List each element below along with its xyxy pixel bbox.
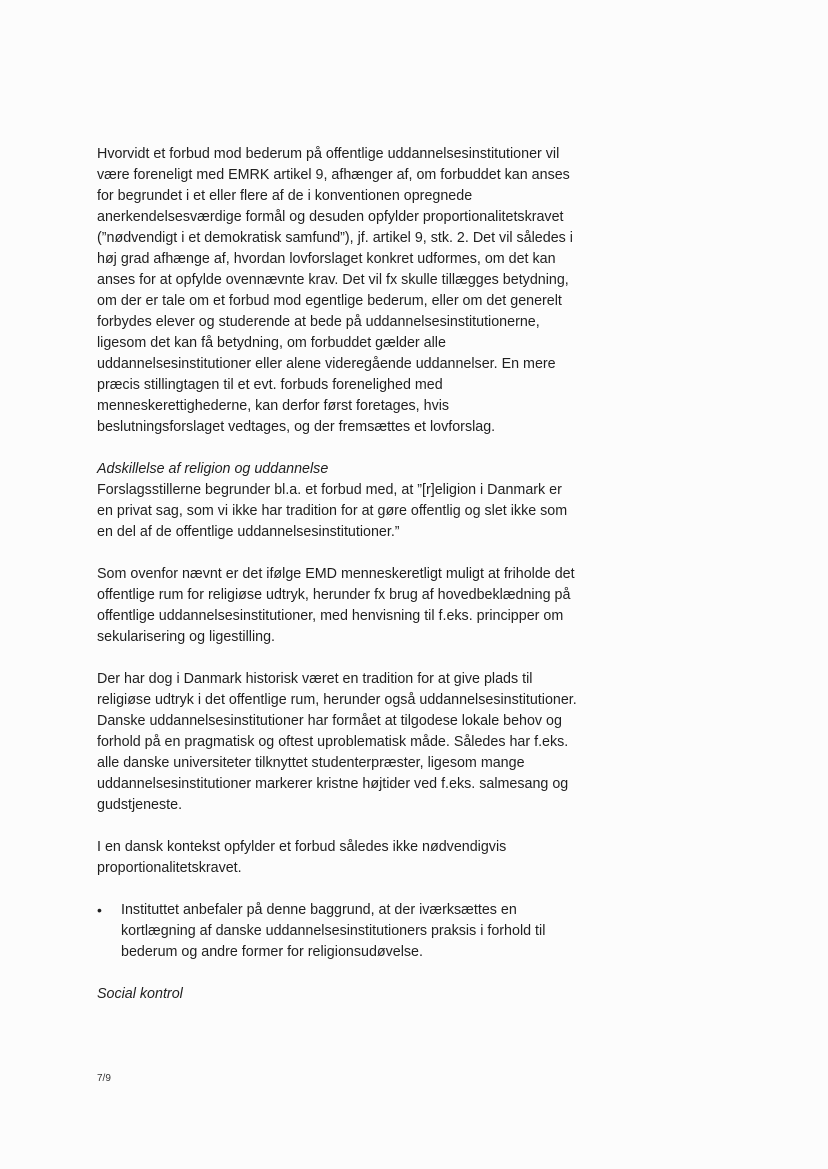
paragraph-spacer: [97, 963, 577, 984]
section-heading-social-control: Social kontrol: [97, 986, 183, 1002]
document-body: [97, 144, 577, 1005]
paragraph-spacer: [97, 543, 577, 564]
paragraph-spacer: [97, 816, 577, 837]
bullet-marker: •: [97, 902, 102, 918]
paragraph-proportionality: I en dansk kontekst opfylder et forbud således ikke nødvendigvis proportionalitetskravet.: [97, 839, 507, 876]
paragraph-emd-public-space: Som ovenfor nævnt er det ifølge EMD menneskeretligt muligt at friholde det offentlige rum for religiøse udtryk, herunder fx brug af hovedbeklædning på offentlige uddannelsesinstitutioner, med henvisning til f.eks. principper om sekularisering og ligestilling.: [97, 566, 575, 645]
paragraph-danish-tradition: Der har dog i Danmark historisk været en tradition for at give plads til religiøse udtryk i det offentlige rum, herunder også uddannelsesinstitutioner. Danske uddannelsesinstitutioner har formået at tilgodese lokale behov og forhold på en pragmatisk og oftest uproblematisk måde. Således har f.eks. alle danske universiteter tilknyttet studenterpræster, ligesom mange uddannelsesinstitutioner markerer kristne højtider ved f.eks. salmesang og gudstjeneste.: [97, 671, 577, 813]
section-heading-separation: Adskillelse af religion og uddannelse: [97, 461, 329, 477]
page-number: 7/9: [97, 1073, 111, 1084]
paragraph-proposers-reasoning: Forslagsstillerne begrunder bl.a. et forbud med, at ”[r]eligion i Danmark er en privat sag, som vi ikke har tradition for at gøre offentlig og slet ikke som en del af de offentlige uddannelsesinstitutioner.”: [97, 482, 568, 540]
paragraph-spacer: [97, 648, 577, 669]
paragraph-emrk-article-9: Hvorvidt et forbud mod bederum på offentlige uddannelsesinstitutioner vil være foreneligt med EMRK artikel 9, afhænger af, om forbuddet kan anses for begrundet i et eller flere af de i konventionen opregnede anerkendelsesværdige formål og desuden opfylder proportionalitetskravet (”nødvendigt i et demokratisk samfund”), jf. artikel 9, stk. 2. Det vil således i høj grad afhænge af, hvordan lovforslaget konkret udformes, om det kan anses for at opfylde ovennævnte krav. Det vil fx skulle tillægges betydning, om der er tale om et forbud mod egentlige bederum, eller om det generelt forbydes elever og studerende at bede på uddannelsesinstitutionerne, ligesom det kan få betydning, om forbuddet gælder alle uddannelsesinstitutioner eller alene videregående uddannelser. En mere præcis stillingtagen til et evt. forbuds forenelighed med menneskerettighederne, kan derfor først foretages, hvis beslutningsforslaget vedtages, og der fremsættes et lovforslag.: [97, 146, 573, 435]
paragraph-spacer: [97, 879, 577, 900]
recommendation-text: Instituttet anbefaler på denne baggrund, at der iværksættes en kortlægning af danske uddannelsesinstitutioners praksis i forhold til bederum og andre former for religionsudøvelse.: [121, 902, 546, 960]
recommendation-bullet: [97, 900, 577, 963]
